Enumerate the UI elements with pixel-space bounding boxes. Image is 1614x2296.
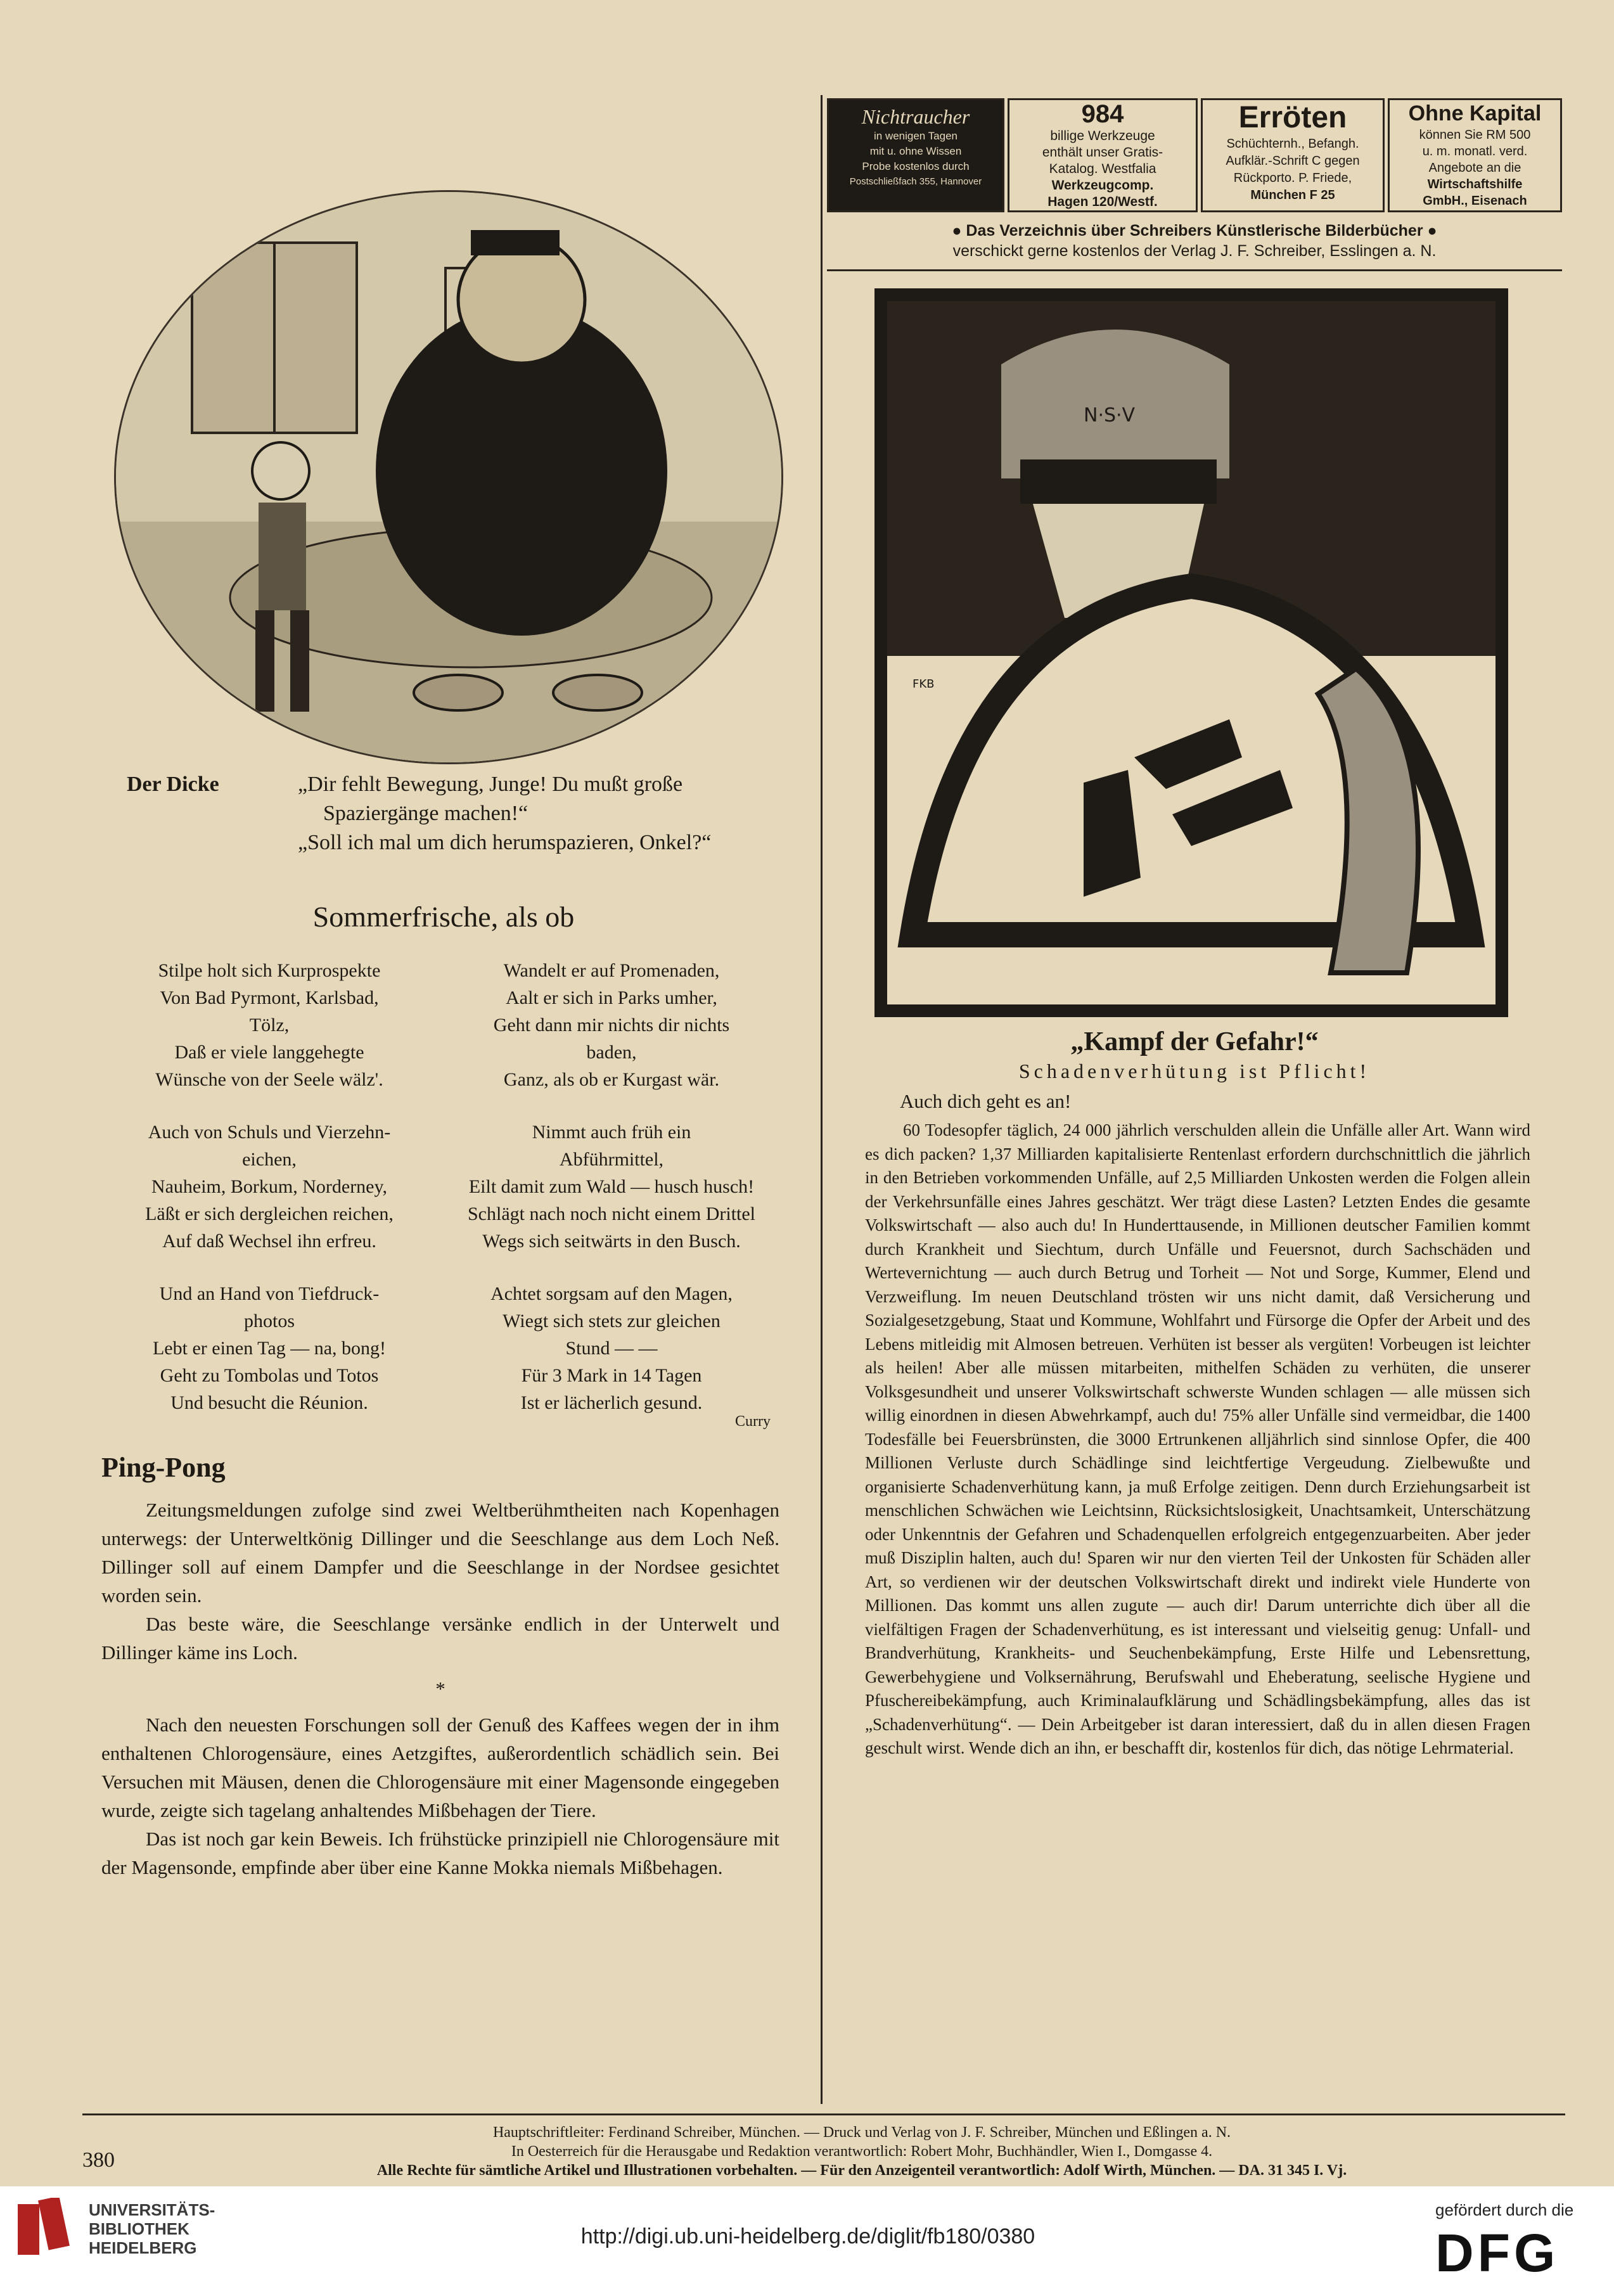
- ad-kapital: [1388, 98, 1562, 212]
- poem-line: Auf daß Wechsel ihn erfreu.: [162, 1231, 376, 1252]
- kampf-lead: Auch dich geht es an!: [900, 1090, 1072, 1112]
- poem-stanza: [101, 957, 437, 1093]
- footer-line: Alle Rechte für sämtliche Artikel und Illustrationen vorbehalten. — Für den Anzeigenteil verantwortlich: Adolf Wirth, München. — DA. 31 345 I. Vj.: [376, 2162, 1347, 2179]
- poem-line: Und an Hand von Tiefdruck-: [159, 1283, 380, 1304]
- caption-speaker: Der Dicke: [127, 773, 219, 796]
- logo-line: UNIVERSITÄTS-: [89, 2200, 215, 2219]
- ad-number: 984: [1081, 100, 1124, 128]
- poem-line: Läßt er sich dergleichen reichen,: [145, 1203, 394, 1224]
- poem-stanza: [101, 1119, 437, 1255]
- funding-text: gefördert durch die: [1435, 2200, 1574, 2219]
- page-number: 380: [82, 2148, 115, 2172]
- ad-line: u. m. monatl. verd.: [1422, 144, 1528, 158]
- poem-line: Abführmittel,: [559, 1149, 664, 1170]
- paragraph: Nach den neuesten Forschungen soll der Genuß des Kaffees wegen der in ihm enthaltenen Chlorogensäure, eines Aetzgiftes, außerordentlich schädlich sein. Bei Versuchen mit Mäusen, denen die Chlorogensäure mit einer Magensonde eingegeben wurde, zeigte sich tagelang anhaltendes Mißbehagen der Tiere.: [101, 1714, 779, 1821]
- university-logo-text: [89, 2200, 215, 2257]
- ad-schreiber-line1: ● Das Verzeichnis über Schreibers Künstlerische Bilderbücher ●: [952, 222, 1437, 240]
- library-bar: [0, 2186, 1614, 2296]
- poem-stanza: [444, 1280, 779, 1416]
- ad-line: Probe kostenlos durch: [862, 160, 970, 172]
- ad-line: Wirtschaftshilfe: [1427, 177, 1523, 191]
- university-logo-icon: [18, 2198, 75, 2261]
- kampf-subtitle: Schadenverhütung ist Pflicht!: [1018, 1060, 1371, 1082]
- pingpong-title: Ping-Pong: [101, 1452, 226, 1483]
- poem-line: Achtet sorgsam auf den Magen,: [490, 1283, 733, 1304]
- poem-stanza: [101, 1280, 437, 1416]
- permalink-url[interactable]: http://digi.ub.uni-heidelberg.de/diglit/fb180/0380: [580, 2224, 1035, 2248]
- ad-schreiber-line2: verschickt gerne kostenlos der Verlag J. F. Schreiber, Esslingen a. N.: [952, 242, 1437, 260]
- poem-line: Nauheim, Borkum, Norderney,: [151, 1176, 388, 1197]
- paragraph: Das ist noch gar kein Beweis. Ich frühstücke prinzipiell nie Chlorogensäure mit der Magensonde, empfinde aber über eine Kanne Mokka niemals Mißbehagen.: [101, 1828, 779, 1878]
- poem-line: Von Bad Pyrmont, Karlsbad,: [160, 987, 379, 1008]
- cartoon-illustration: [114, 190, 783, 764]
- ad-line: Angebote an die: [1428, 161, 1521, 175]
- poem-line: baden,: [586, 1042, 637, 1063]
- poem-line: Geht zu Tombolas und Totos: [160, 1365, 379, 1386]
- ad-divider: [827, 269, 1562, 271]
- ad-werkzeuge: [1008, 98, 1198, 212]
- dfg-logo: DFG: [1435, 2223, 1560, 2283]
- poem-line: eichen,: [242, 1149, 297, 1170]
- ad-nichtraucher: [827, 98, 1004, 212]
- ad-title: Erröten: [1238, 101, 1347, 134]
- poem-line: Wegs sich seitwärts in den Busch.: [482, 1231, 741, 1252]
- caption-line: „Dir fehlt Bewegung, Junge! Du mußt große: [298, 773, 683, 796]
- poem-column-right: [444, 957, 779, 1416]
- ad-line: München F 25: [1250, 188, 1335, 202]
- logo-line: BIBLIOTHEK: [89, 2219, 189, 2238]
- ad-line: Katalog. Westfalia: [1049, 162, 1156, 176]
- cartoon-caption: [127, 770, 792, 865]
- poem-line: Wiegt sich stets zur gleichen: [503, 1311, 721, 1331]
- kampf-title: „Kampf der Gefahr!“: [1070, 1027, 1319, 1056]
- helmet-text: N·S·V: [1084, 404, 1136, 426]
- ad-title: Nichtraucher: [861, 105, 970, 128]
- ad-line: enthält unser Gratis-: [1042, 145, 1163, 160]
- poem-line: Ganz, als ob er Kurgast wär.: [503, 1069, 720, 1090]
- paragraph: Zeitungsmeldungen zufolge sind zwei Weltberühmtheiten nach Kopenhagen unterwegs: der Unterweltkönig Dillinger und die Seeschlange aus dem Loch Neß. Dillinger soll auf einem Dampfer und die Seeschlange in der Nordsee gesichtet worden sein.: [101, 1499, 779, 1607]
- ad-line: in wenigen Tagen: [873, 130, 958, 142]
- paragraph: Das beste wäre, die Seeschlange versänke endlich in der Unterwelt und Dillinger käme ins Loch.: [101, 1613, 779, 1664]
- poem-line: Für 3 Mark in 14 Tagen: [521, 1365, 702, 1386]
- footer-line: In Oesterreich für die Herausgabe und Redaktion verantwortlich: Robert Mohr, Buchhändler, Wien I., Domgasse 4.: [511, 2143, 1213, 2160]
- poem-line: Lebt er einen Tag — na, bong!: [152, 1338, 387, 1359]
- woodcut-illustration: [874, 288, 1508, 1017]
- poem-line: Stund — —: [565, 1338, 658, 1359]
- caption-line: Spaziergänge machen!“: [323, 802, 528, 825]
- ad-line: Hagen 120/Westf.: [1047, 195, 1158, 209]
- poem-line: Wünsche von der Seele wälz'.: [155, 1069, 383, 1090]
- poem-column-left: [101, 957, 437, 1416]
- woodcut-monogram: FKB: [913, 677, 935, 691]
- ad-erroeten: [1201, 98, 1385, 212]
- ad-line: GmbH., Eisenach: [1423, 194, 1527, 208]
- poem-line: photos: [243, 1311, 295, 1331]
- cartoon-drawing: [116, 192, 781, 762]
- ad-line: billige Werkzeuge: [1050, 129, 1155, 143]
- separator: *: [435, 1677, 445, 1700]
- poem-author: Curry: [735, 1413, 771, 1430]
- poem-line: Und besucht die Réunion.: [170, 1392, 368, 1413]
- poem-line: Geht dann mir nichts dir nichts: [493, 1015, 730, 1036]
- ad-title: Ohne Kapital: [1408, 101, 1542, 125]
- ad-line: Aufklär.-Schrift C gegen: [1226, 154, 1360, 168]
- poem-line: Tölz,: [249, 1015, 290, 1036]
- woodcut-drawing: [874, 288, 1508, 1017]
- ad-line: Rückporto. P. Friede,: [1233, 171, 1352, 185]
- ad-line: Schüchternh., Befangh.: [1226, 137, 1359, 151]
- footer-line: Hauptschriftleiter: Ferdinand Schreiber, München. — Druck und Verlag von J. F. Schreiber, München und Eßlingen a. N.: [492, 2124, 1231, 2141]
- ad-line: Werkzeugcomp.: [1051, 178, 1154, 193]
- pingpong-text: [101, 1496, 779, 1882]
- ad-line: mit u. ohne Wissen: [869, 145, 962, 157]
- poem-title: Sommerfrische, als ob: [312, 901, 575, 933]
- kampf-body: 60 Todesopfer täglich, 24 000 jährlich verschulden allein die Unfälle aller Art. Wann wird es dich packen? 1,37 Milliarden kapitalisierte Rentenlast erfordern durchschnittlich die jährlich in den Betrieben vorkommenden Unfälle, auf 2,5 Milliarden Unkosten werden die Folgen allein der Verkehrsunfälle eines Jahres geschätzt. Wer trägt diese Lasten? Letzten Endes die gesamte Volkswirtschaft — also auch du! In Hunderttausende, in Millionen deutscher Familien kommt durch Krankheit und Siechtum, durch Unfälle und Feuersnot, durch Sachschäden und Wertevernichtung — auch durch Betrug und Torheit — Not und Sorge, Kummer, Elend und Verzweiflung. Im neuen Deutschland trösten wir uns nicht damit, daß Versicherung und Sozialgesetzgebung, Staat und Kommune, Wohlfahrt und Fürsorge die Opfer der Arbeit und des Lebens mitleidig mit Almosen betreuen. Verhüten ist besser als vergüten! Vorbeugen ist leichter als heilen! Aber alle müssen mitarbeiten, mithelfen Schäden zu verhüten, die unserer Volksgesundheit und unserer Volkswirtschaft schwerste Wunden schlagen — alle müssen sich willig einordnen in diesen Abwehrkampf, auch du! 75% aller Unfälle sind vermeidbar, die 1400 Todesfälle bei Feuersbrünsten, die 3000 Ertrunkenen alljährlich sind sinnlose Opfer, die 400 Millionen Verluste durch Schädlinge sind leichtfertige Vergeudung. Zielbewußte und organisierte Schadenverhütung kann, ja muß Erfolge zeitigen. Denn durch Erziehungsarbeit ist menschlichen Schwächen wie Leichtsinn, Rücksichtslosigkeit, Unachtsamkeit, Unterschätzung oder Unkenntnis der Gefahren und Schadenquellen erfolgreich entgegenzuarbeiten. Aber jeder muß Disziplin halten, auch du! Sparen wir nur den vierten Teil der Unkosten für Schäden aller Art, so verdienen wir der deutschen Volkswirtschaft direkt und indirekt viele Hunderte von Millionen. Das kommt uns allen zugute — auch dir! Darum unterrichte dich über all die vielfältigen Fragen der Schadenverhütung, es ist interessant und vielseitig genug: Unfall- und Brandverhütung, Krankheits- und Seuchenbekämpfung, Erste Hilfe und Lebensrettung, Gewerbehygiene und Volksernährung, Berufswahl und Eheberatung, seelische Hygiene und Pfuschereibekämpfung, auch Kriminalaufklärung und Schädlingsbekämpfung, alles das ist „Schadenverhütung“. — Dein Arbeitgeber ist daran interessiert, daß du in allen diesen Fragen geschult wirst. Wende dich an ihn, er beschafft dir, kostenlos für dich, das nötige Lehrmaterial.: [865, 1120, 1530, 1757]
- poem-stanza: [444, 957, 779, 1093]
- poem-line: Nimmt auch früh ein: [532, 1122, 691, 1143]
- logo-line: HEIDELBERG: [89, 2238, 197, 2257]
- poem-line: Wandelt er auf Promenaden,: [503, 960, 720, 981]
- poem-line: Ist er lächerlich gesund.: [520, 1392, 703, 1413]
- footer-rule: [82, 2113, 1565, 2115]
- ad-line: Postschließfach 355, Hannover: [849, 176, 982, 187]
- poem-stanza: [444, 1119, 779, 1255]
- poem-line: Aalt er sich in Parks umher,: [506, 987, 717, 1008]
- poem-line: Stilpe holt sich Kurprospekte: [158, 960, 381, 981]
- column-divider: [821, 95, 823, 2104]
- poem-line: Daß er viele langgehegte: [174, 1042, 364, 1063]
- poem-line: Auch von Schuls und Vierzehn-: [148, 1122, 391, 1143]
- poem-line: Eilt damit zum Wald — husch husch!: [468, 1176, 755, 1197]
- poem-line: Schlägt nach noch nicht einem Drittel: [467, 1203, 756, 1224]
- ad-line: können Sie RM 500: [1419, 128, 1531, 142]
- caption-line: „Soll ich mal um dich herumspazieren, Onkel?“: [298, 831, 712, 854]
